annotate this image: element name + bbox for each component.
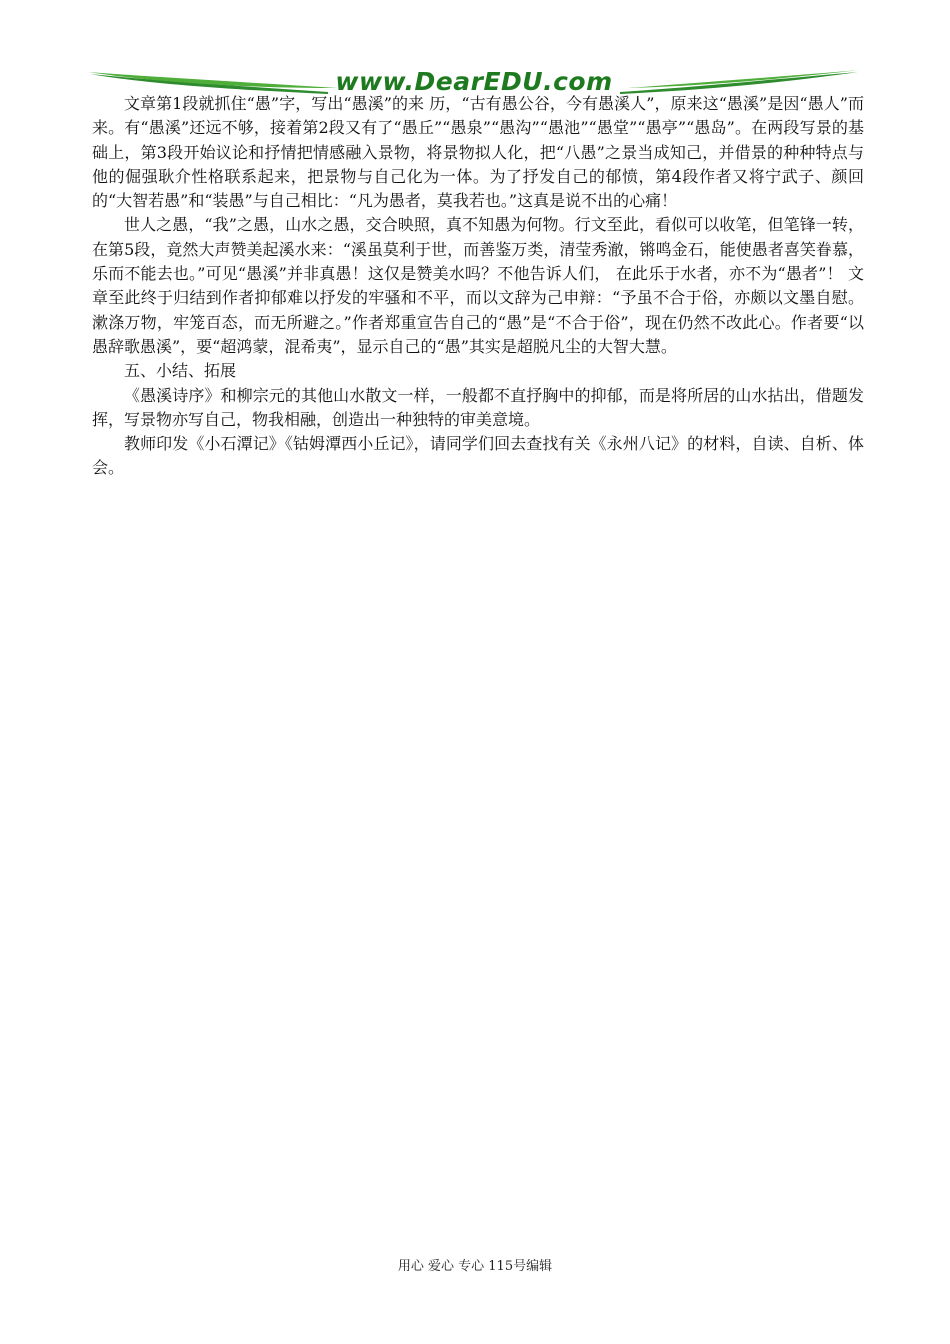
paragraph-2: 世人之愚，“我”之愚，山水之愚，交合映照，真不知愚为何物。行文至此，看似可以收笔，但笔锋一转，在第5段，竟然大声赞美起溪水来：“溪虽莫利于世，而善鉴万类，清莹秀澈，锵鸣金石，能使愚者喜笑眷慕，乐而不能去也。”可见“愚溪”并非真愚！这仅是赞美水吗？不他告诉人们， 在此乐于水者，亦不为“愚者”！ 文章至此终于归结到作者抑郁难以抒发的牢骚和不平，而以文辞为己申辩：“予虽不合于俗，亦颇以文墨自慰。漱涤万物，牢笼百态，而无所避之。”作者郑重宣告自己的“愚”是“不合于俗”，现在仍然不改此心。作者要“以愚辞歌愚溪”，要“超鸿蒙，混希夷”，显示自己的“愚”其实是超脱凡尘的大智大慧。: [92, 215, 864, 356]
paragraph-3: 《愚溪诗序》和柳宗元的其他山水散文一样，一般都不直抒胸中的抑郁，而是将所居的山水拈出，借题发挥，写景物亦写自己，物我相融，创造出一种独特的审美意境。: [92, 385, 864, 429]
section-heading: 五、小结、拓展: [124, 361, 237, 381]
paragraph-4: 教师印发《小石潭记》《钴姆潭西小丘记》，请同学们回去查找有关《永州八记》的材料，自读、自析、体会。: [92, 434, 864, 478]
article-body: [92, 92, 864, 481]
page-footer: 用心 爱心 专心 115号编辑: [397, 1259, 553, 1274]
site-logo-text: www.DearEDU.com: [335, 67, 613, 96]
paragraph-1: 文章第1段就抓住“愚”字，写出“愚溪”的来 历，“古有愚公谷，今有愚溪人”，原来这“愚溪”是因“愚人”而来。有“愚溪”还远不够，接着第2段又有了“愚丘”“愚泉”“愚沟”“愚池”“愚堂”“愚亭”“愚岛”。在两段写景的基础上，第3段开始议论和抒情把情感融入景物，将景物拟人化，把“八愚”之景当成知己，并借景的种种特点与他的倔强耿介性格联系起来，把景物与自己化为一体。为了抒发自己的郁愤，第4段作者又将宁武子、颜回的“大智若愚”和“装愚”与自己相比：“凡为愚者，莫我若也。”这真是说不出的心痛！: [92, 94, 864, 211]
